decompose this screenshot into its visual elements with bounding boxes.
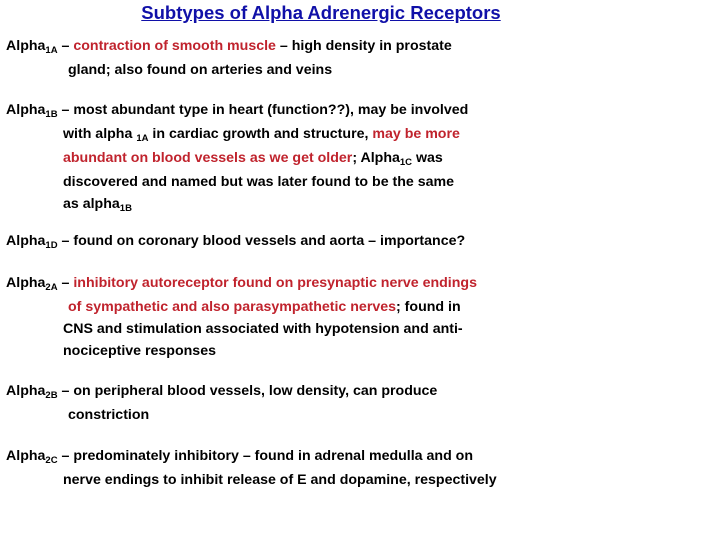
entry-text: – most abundant type in heart (function??), may be involved bbox=[57, 102, 469, 118]
entry-text: constriction bbox=[68, 407, 150, 423]
entry-line bbox=[6, 296, 566, 318]
entry-text: in cardiac growth and structure, bbox=[148, 126, 373, 142]
entry-text: – found on coronary blood vessels and aorta – importance? bbox=[57, 233, 466, 249]
inline-subscript: 1A bbox=[136, 133, 149, 144]
entry-text: – high density in prostate bbox=[275, 38, 452, 54]
entry-text: nociceptive responses bbox=[63, 343, 216, 359]
entry-line bbox=[6, 230, 566, 254]
entry-text: – predominately inhibitory – found in adrenal medulla and on bbox=[57, 448, 474, 464]
entry-text: – on peripheral blood vessels, low density, can produce bbox=[57, 383, 438, 399]
entry-text: nerve endings to inhibit release of E and dopamine, respectively bbox=[63, 472, 497, 488]
entry-line: Alpha$_{1A}$ – contraction of smooth muscle – high density in prostate bbox=[6, 38, 452, 56]
highlight-text: of sympathetic and also parasympathetic nerves bbox=[68, 299, 397, 315]
entry-line bbox=[6, 193, 566, 217]
entry-alpha-2a bbox=[6, 272, 566, 362]
entry-alpha-2b bbox=[6, 380, 566, 426]
highlight-text: abundant on blood vessels as we get older bbox=[63, 150, 353, 166]
entry-line bbox=[6, 469, 566, 491]
entry-text: ; Alpha bbox=[352, 150, 400, 166]
receptor-subscript: 2B bbox=[45, 390, 58, 401]
inline-subscript: 1C bbox=[399, 157, 413, 168]
receptor-subscript: 2C bbox=[45, 455, 58, 466]
entry-alpha-1d bbox=[6, 230, 566, 254]
receptor-subscript: 2A bbox=[45, 282, 58, 293]
receptor-subscript: 1A bbox=[45, 45, 58, 56]
receptor-label: Alpha bbox=[6, 383, 46, 399]
entry-line bbox=[6, 404, 566, 426]
entry-line bbox=[6, 445, 566, 469]
receptor-label: Alpha bbox=[6, 233, 46, 249]
entry-text: ; found in bbox=[396, 299, 461, 315]
entry-line bbox=[6, 318, 566, 340]
entry-line bbox=[6, 123, 566, 147]
receptor-subscript: 1B bbox=[45, 109, 58, 120]
receptor-subscript: 1D bbox=[45, 240, 58, 251]
entry-text: with alpha bbox=[63, 126, 137, 142]
entry-line bbox=[6, 340, 566, 362]
entry-alpha-2c bbox=[6, 445, 566, 491]
entry-line bbox=[6, 59, 566, 81]
inline-subscript: 1B bbox=[119, 203, 132, 214]
entry-line: Alpha$_{2A}$ – inhibitory autoreceptor found on presynaptic nerve endings bbox=[6, 275, 477, 293]
entry-alpha-1b bbox=[6, 99, 566, 217]
page-title: Subtypes of Alpha Adrenergic Receptors bbox=[141, 2, 501, 23]
highlight-text: contraction of smooth muscle bbox=[73, 38, 276, 54]
entry-alpha-1a bbox=[6, 35, 566, 81]
entry-line bbox=[6, 380, 566, 404]
entry-line bbox=[6, 147, 566, 171]
entry-line bbox=[6, 171, 566, 193]
entry-text: as alpha bbox=[63, 196, 120, 212]
entry-text: discovered and named but was later found to be the same bbox=[63, 174, 455, 190]
receptor-label: Alpha bbox=[6, 275, 46, 291]
entry-text: gland; also found on arteries and veins bbox=[68, 62, 333, 78]
receptor-label: Alpha bbox=[6, 448, 46, 464]
entry-text: was bbox=[412, 150, 443, 166]
entry-text: CNS and stimulation associated with hypotension and anti- bbox=[63, 321, 463, 337]
entry-line bbox=[6, 99, 566, 123]
highlight-text: inhibitory autoreceptor found on presynaptic nerve endings bbox=[73, 275, 477, 291]
receptor-label: Alpha bbox=[6, 102, 46, 118]
receptor-label: Alpha bbox=[6, 38, 46, 54]
highlight-text: may be more bbox=[372, 126, 460, 142]
